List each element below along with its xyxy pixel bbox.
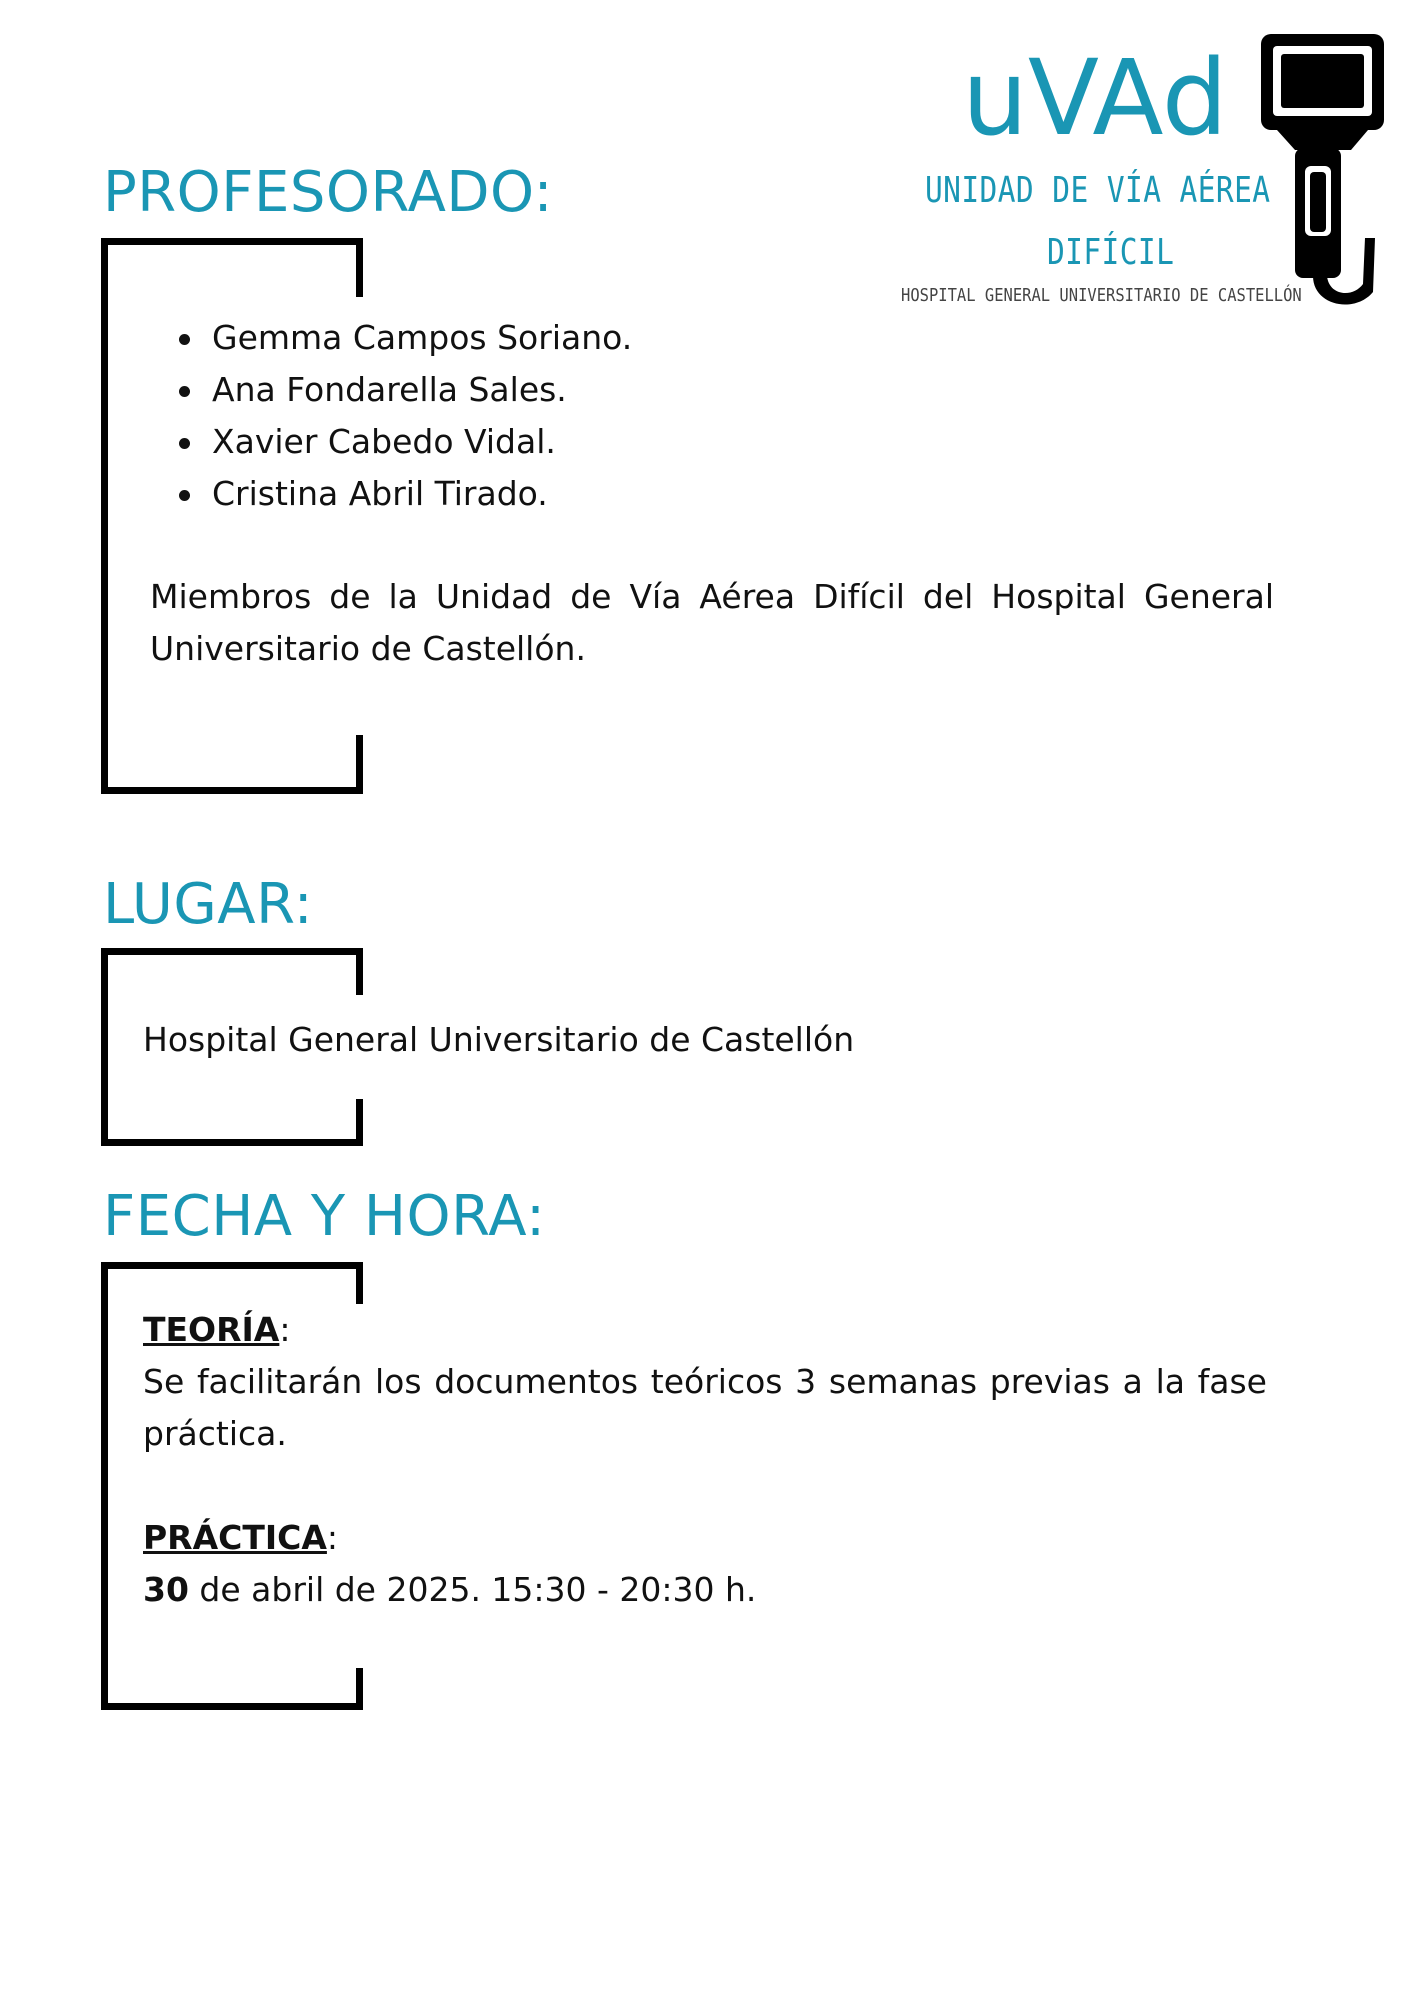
teoria-text: Se facilitarán los documentos teóricos 3 semanas previas a la fase práctica. xyxy=(143,1362,1267,1453)
bullet-icon xyxy=(179,386,190,397)
bullet-icon xyxy=(179,490,190,501)
list-item: Gemma Campos Soriano. xyxy=(175,312,632,364)
bullet-icon xyxy=(179,438,190,449)
list-item: Ana Fondarella Sales. xyxy=(175,364,632,416)
teoria-label: TEORÍA xyxy=(143,1310,280,1349)
profesorado-heading: PROFESORADO: xyxy=(103,160,554,225)
practica-text xyxy=(143,1564,1267,1616)
practica-colon: : xyxy=(326,1518,339,1557)
bracket-top-tick xyxy=(356,1262,363,1304)
fecha-content xyxy=(143,1304,1267,1616)
practica-rest: de abril de 2025. 15:30 - 20:30 h. xyxy=(188,1570,757,1609)
practica-day: 30 xyxy=(143,1570,189,1609)
spacer xyxy=(143,1460,1267,1512)
profesorado-note: Miembros de la Unidad de Vía Aérea Difícil del Hospital General Universitario de Castellón. xyxy=(150,577,1274,668)
logo-unit-line2: DIFÍCIL xyxy=(1047,232,1175,273)
practica-title xyxy=(143,1512,1267,1564)
bracket-top-tick xyxy=(356,238,363,297)
bracket-top-tick xyxy=(356,948,363,995)
fecha-heading: FECHA Y HORA: xyxy=(103,1184,546,1249)
lugar-place: Hospital General Universitario de Castellón xyxy=(143,1020,855,1059)
list-item: Cristina Abril Tirado. xyxy=(175,468,632,520)
logo-wordmark: uVAd xyxy=(962,37,1228,159)
profesorado-list xyxy=(175,312,632,520)
bracket-bottom-tick xyxy=(356,735,363,794)
bracket-bottom-tick xyxy=(356,1668,363,1710)
list-item: Xavier Cabedo Vidal. xyxy=(175,416,632,468)
videolaryngoscope-icon xyxy=(1255,30,1390,315)
practica-label: PRÁCTICA xyxy=(143,1518,327,1557)
teoria-colon: : xyxy=(279,1310,291,1349)
bracket-bottom-tick xyxy=(356,1099,363,1146)
lugar-heading: LUGAR: xyxy=(103,872,314,937)
teoria-title xyxy=(143,1304,1267,1356)
bullet-icon xyxy=(179,334,190,345)
logo-unit-line1: UNIDAD DE VÍA AÉREA xyxy=(925,170,1271,211)
logo-hospital-name: HOSPITAL GENERAL UNIVERSITARIO DE CASTELLÓN xyxy=(901,285,1302,306)
